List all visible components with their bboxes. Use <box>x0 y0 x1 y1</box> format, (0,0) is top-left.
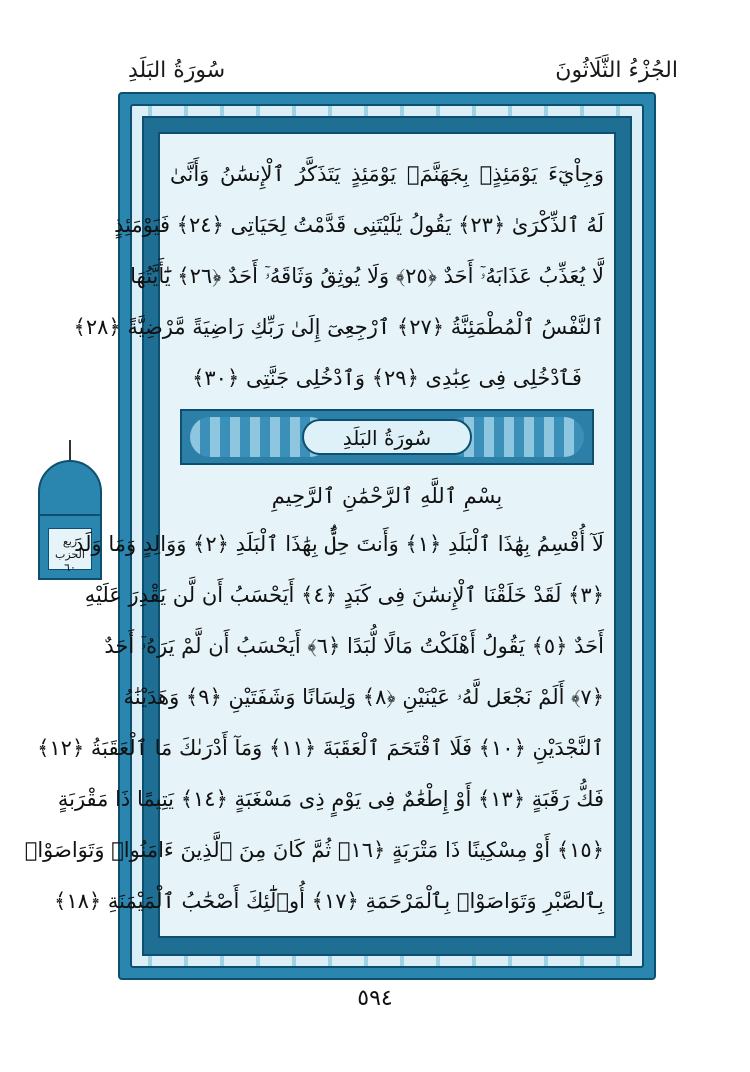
surah-name-header: سُورَةُ البَلَدِ <box>128 58 226 83</box>
verse-line: لَهُ ٱلذِّكْرَىٰ ﴿٢٣﴾ يَقُولُ يَٰلَيْتَنِى قَدَّمْتُ لِحَيَاتِى ﴿٢٤﴾ فَيَوْمَئِذٍ <box>114 213 604 237</box>
hizb-marker-dome <box>38 460 102 520</box>
juz-name-header: الجُزْءُ الثَّلَاثُونَ <box>555 58 678 83</box>
verse-line: بِٱلصَّبْرِ وَتَوَاصَوْا۟ بِٱلْمَرْحَمَةِ ﴿١٧﴾ أُو۟لَٰٓئِكَ أَصْحَٰبُ ٱلْمَيْمَنَةِ ﴿١٨﴾ <box>54 889 604 913</box>
surah-title: سُورَةُ البَلَدِ <box>302 419 472 455</box>
verse-line: فَٱدْخُلِى فِى عِبَٰدِى ﴿٢٩﴾ وَٱدْخُلِى جَنَّتِى ﴿٣٠﴾ <box>192 366 582 390</box>
hizb-marker-stem <box>69 440 71 462</box>
verse-line: ﴿١٥﴾ أَوْ مِسْكِينًا ذَا مَتْرَبَةٍ ﴿١٦﴾ ثُمَّ كَانَ مِنَ ٱلَّذِينَ ءَامَنُوا۟ وَتَوَاصَوْا۟ <box>24 838 604 862</box>
verse-line: ٱلنَّجْدَيْنِ ﴿١٠﴾ فَلَا ٱقْتَحَمَ ٱلْعَقَبَةَ ﴿١١﴾ وَمَآ أَدْرَىٰكَ مَا ٱلْعَقَبَةُ ﴿١٢﴾ <box>37 736 604 760</box>
basmala: بِسْمِ ٱللَّهِ ٱلرَّحْمَٰنِ ٱلرَّحِيمِ <box>271 484 503 508</box>
surah-title-banner <box>180 409 594 465</box>
verse-line: لَّا يُعَذِّبُ عَذَابَهُۥٓ أَحَدٌ ﴿٢٥﴾ وَلَا يُوثِقُ وَثَاقَهُۥٓ أَحَدٌ ﴿٢٦﴾ يَٰٓأَيَّتُهَا <box>130 264 604 288</box>
hizb-marker-label: ربع الحزب ٦٠ <box>48 528 92 570</box>
verse-line: وَجِاْيٓءَ يَوْمَئِذٍۭ بِجَهَنَّمَۚ يَوْمَئِذٍ يَتَذَكَّرُ ٱلْإِنسَٰنُ وَأَنَّىٰ <box>170 162 604 186</box>
page-number: ٥٩٤ <box>357 986 393 1011</box>
verse-line: أَحَدٌ ﴿٥﴾ يَقُولُ أَهْلَكْتُ مَالًا لُّبَدًا ﴿٦﴾ أَيَحْسَبُ أَن لَّمْ يَرَهُۥٓ أَحَدٌ <box>104 634 604 658</box>
verse-line: فَكُّ رَقَبَةٍ ﴿١٣﴾ أَوْ إِطْعَٰمٌ فِى يَوْمٍ ذِى مَسْغَبَةٍ ﴿١٤﴾ يَتِيمًا ذَا مَقْرَبَةٍ <box>57 787 604 811</box>
verse-line: لَآ أُقْسِمُ بِهَٰذَا ٱلْبَلَدِ ﴿١﴾ وَأَنتَ حِلٌّۢ بِهَٰذَا ٱلْبَلَدِ ﴿٢﴾ وَوَالِدٍ وَمَا وَلَدَ <box>74 532 604 556</box>
verse-line: ٱلنَّفْسُ ٱلْمُطْمَئِنَّةُ ﴿٢٧﴾ ٱرْجِعِىٓ إِلَىٰ رَبِّكِ رَاضِيَةً مَّرْضِيَّةً ﴿٢٨﴾ <box>73 315 604 339</box>
verse-line: ﴿٧﴾ أَلَمْ نَجْعَل لَّهُۥ عَيْنَيْنِ ﴿٨﴾ وَلِسَانًا وَشَفَتَيْنِ ﴿٩﴾ وَهَدَيْنَٰهُ <box>123 685 604 709</box>
verse-line: ﴿٣﴾ لَقَدْ خَلَقْنَا ٱلْإِنسَٰنَ فِى كَبَدٍ ﴿٤﴾ أَيَحْسَبُ أَن لَّن يَقْدِرَ عَلَيْهِ <box>84 583 604 607</box>
